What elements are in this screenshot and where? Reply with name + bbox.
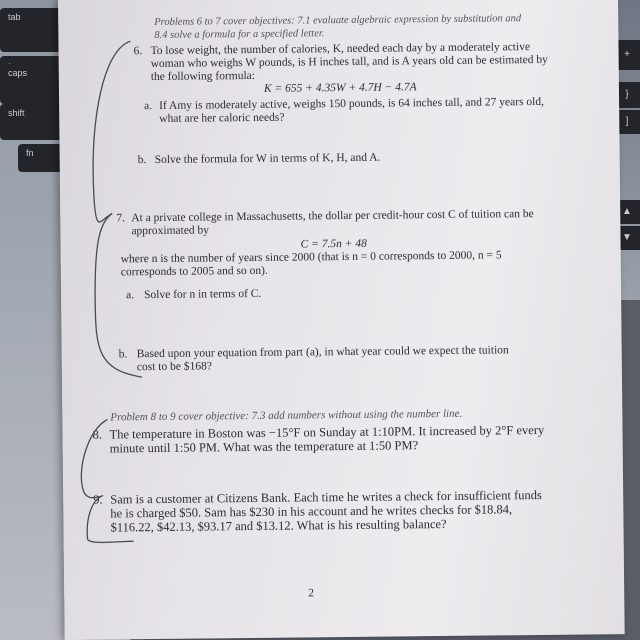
objectives-line3: Problem 8 to 9 cover objective: 7.3 add numbers without using the number line. — [110, 407, 463, 424]
problem6-line1: To lose weight, the number of calories, K, needed each day by a moderately active — [150, 41, 531, 58]
problem7-line4: corresponds to 2005 and so on). — [120, 264, 268, 279]
objectives-line1: Problems 6 to 7 cover objectives: 7.1 evaluate algebraic expression by substitution and — [154, 13, 522, 28]
objectives-line2: 8.4 solve a formula for a specified letter. — [154, 28, 325, 41]
problem7-formula: C = 7.5n + 48 — [300, 237, 367, 251]
up-arrow-key: ▲ — [614, 200, 640, 224]
page-number: 2 — [308, 587, 315, 600]
problem6-formula: K = 655 + 4.35W + 4.7H − 4.7A — [263, 81, 417, 95]
problem6-line2: woman who weighs W pounds, is H inches tall, and is A years old can be estimated by — [150, 53, 548, 71]
problem7-a-text: Solve for n in terms of C. — [144, 287, 262, 302]
problem7-b-line1: Based upon your equation from part (a), in what year could we expect the tuition — [136, 344, 509, 361]
brace-problems-6-7 — [92, 41, 142, 377]
brace-key: } — [614, 82, 640, 108]
problem6-number: 6. — [133, 45, 143, 58]
problem7-a-label: a. — [126, 289, 135, 302]
fn-key: fn — [18, 144, 64, 172]
problem9-line3: $116.22, $42.13, $93.17 and $13.12. What is his resulting balance? — [110, 516, 447, 535]
problem8-number: 8. — [92, 427, 103, 442]
worksheet-page — [58, 0, 625, 640]
tab-key: tab — [0, 8, 82, 52]
problem7-line2: approximated by — [131, 224, 210, 238]
problem6-a-line1: If Amy is moderately active, weighs 150 pounds, is 64 inches tall, and 27 years old, — [159, 95, 545, 112]
problem6-a-line2: what are her caloric needs? — [159, 111, 285, 125]
problem9-line2: he is charged $50. Sam has $230 in his account and he writes checks for $18.84, — [110, 502, 513, 521]
problem6-b-label: b. — [137, 154, 147, 167]
shift-key: shift — [0, 104, 82, 140]
problem7-line3: where n is the number of years since 2000 (that is n = 0 corresponds to 2000, n = 5 — [120, 249, 502, 266]
problem9-line1: Sam is a customer at Citizens Bank. Each time he writes a check for insufficient funds — [110, 487, 542, 507]
problem8-line1: The temperature in Boston was −15°F on Sunday at 1:10PM. It increased by 2°F every — [109, 422, 545, 442]
bracket-key: ] — [614, 110, 640, 134]
problem7-number: 7. — [116, 212, 125, 225]
problem6-b-text: Solve the formula for W in terms of K, H, and A. — [154, 151, 381, 166]
handwritten-braces — [58, 0, 625, 640]
problem7-b-label: b. — [118, 348, 128, 361]
problem6-a-label: a. — [144, 100, 153, 113]
brace-problems-8-9 — [81, 419, 134, 542]
problem6-line3: the following formula: — [150, 69, 255, 84]
problem9-number: 9. — [93, 492, 103, 507]
plus-key: + — [614, 40, 640, 70]
problem7-b-line2: cost to be $168? — [136, 360, 212, 374]
caps-lock-key: caps — [0, 64, 70, 104]
problem7-line1: At a private college in Massachusetts, the dollar per credit-hour cost C of tuition can be — [131, 208, 534, 225]
down-arrow-key: ▼ — [614, 226, 640, 250]
problem8-line2: minute until 1:50 PM. What was the temperature at 1:50 PM? — [109, 438, 419, 456]
